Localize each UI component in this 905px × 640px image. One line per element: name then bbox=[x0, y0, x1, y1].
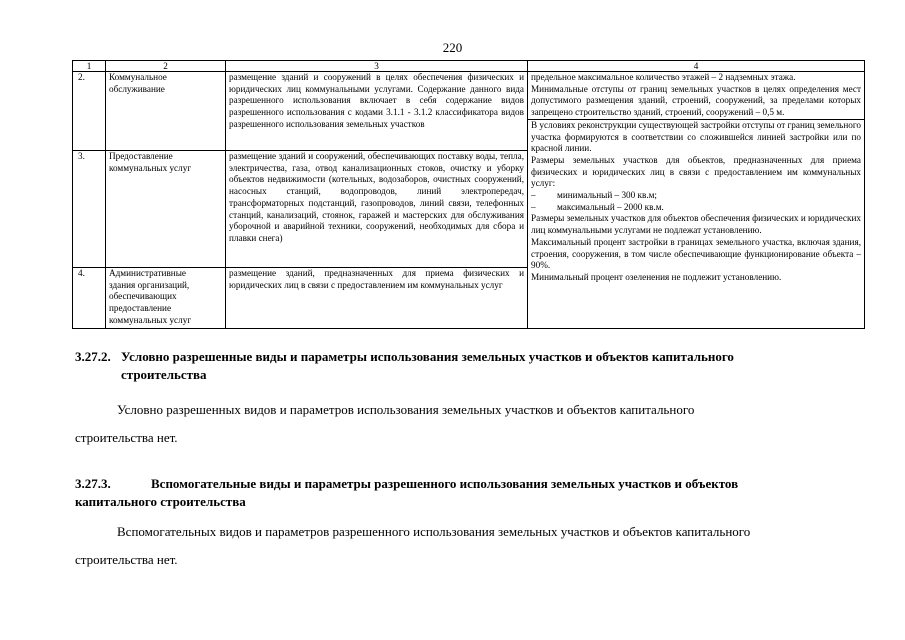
row-number: 3. bbox=[73, 151, 106, 268]
section-title-line-1: Вспомогательные виды и параметры разрешенного использования земельных участков и объектов bbox=[151, 476, 739, 491]
regulations-table bbox=[72, 60, 865, 329]
row-number: 2. bbox=[73, 72, 106, 151]
table-header-row bbox=[73, 61, 865, 72]
section-title-line-2: строительства bbox=[121, 367, 207, 382]
column-header-3: 3 bbox=[226, 61, 528, 72]
param-utility-plots: Размеры земельных участков для объектов обеспечения физических и юридических лиц коммунальными услугами не подлежат установлению. bbox=[531, 213, 861, 236]
param-min-size: – минимальный – 300 кв.м; bbox=[531, 190, 657, 201]
column-header-4: 4 bbox=[528, 61, 865, 72]
use-name: Коммунальное обслуживание bbox=[106, 72, 226, 151]
param-setbacks: Минимальные отступы от границ земельных участков в целях определения мест допустимого размещения зданий, строений, сооружений, за пределами которых запрещено строительство зданий, строений, сооружений – 0,5 м. bbox=[531, 83, 861, 118]
section-title-line-1: Условно разрешенные виды и параметры использования земельных участков и объектов капитального bbox=[121, 349, 734, 364]
section-paragraph-conditional: Условно разрешенных видов и параметров использования земельных участков и объектов капитального строительства нет. bbox=[75, 402, 695, 445]
section-number: 3.27.3. bbox=[75, 476, 111, 491]
column-header-2: 2 bbox=[106, 61, 226, 72]
table-row bbox=[73, 72, 865, 151]
param-min-greening: Минимальный процент озеленения не подлежит установлению. bbox=[531, 271, 782, 282]
section-heading-auxiliary bbox=[75, 475, 861, 511]
row-number: 4. bbox=[73, 268, 106, 329]
use-name: Административные здания организаций, обеспечивающих предоставление коммунальных услуг bbox=[106, 268, 226, 329]
page-number: 220 bbox=[442, 40, 463, 55]
param-reconstruction: В условиях реконструкции существующей застройки отступы от границ земельного участка формируются в соответствии со сложившейся линией застройки или по красной линии. bbox=[528, 119, 864, 155]
section-paragraph-auxiliary: Вспомогательных видов и параметров разрешенного использования земельных участков и объектов капитального строительства нет. bbox=[75, 524, 751, 567]
param-max-size: – максимальный – 2000 кв.м. bbox=[531, 201, 664, 212]
parameters-cell bbox=[528, 72, 865, 329]
section-title-line-2: капитального строительства bbox=[75, 494, 246, 509]
use-description: размещение зданий и сооружений в целях обеспечения физических и юридических лиц коммунальными услугами. Содержание данного вида разрешенного использования включает в себя содержание видов разрешенного использования с кодами 3.1.1 - 3.1.2 классификатора видов разрешенного использования земельных участков bbox=[226, 72, 528, 151]
param-max-coverage: Максимальный процент застройки в границах земельного участка, включая здания, строения, сооружения, в том числе обеспечивающие функционирование объекта – 90%. bbox=[531, 236, 861, 271]
section-number: 3.27.2. bbox=[75, 349, 111, 364]
param-plot-sizes: Размеры земельных участков для объектов, предназначенных для приема физических и юридических лиц в связи с предоставлением им коммунальных услуг: bbox=[531, 154, 861, 189]
param-floors: предельное максимальное количество этажей – 2 надземных этажа. bbox=[531, 72, 796, 82]
column-header-1: 1 bbox=[73, 61, 106, 72]
section-heading-conditional bbox=[75, 348, 861, 384]
use-description: размещение зданий и сооружений, обеспечивающих поставку воды, тепла, электричества, газа, отвод канализационных стоков, очистку и уборку объектов недвижимости (котельных, водозаборов, очистных сооружений, насосных станций, водопроводов, линий электропередач, трансформаторных подстанций, газопроводов, линий связи, телефонных станций, канализаций, стоянок, гаражей и мастерских для обслуживания уборочной и аварийной техники, сооружений, необходимых для сбора и плавки снега) bbox=[226, 151, 528, 268]
use-description: размещение зданий, предназначенных для приема физических и юридических лиц в связи с предоставлением им коммунальных услуг bbox=[226, 268, 528, 329]
use-name: Предоставление коммунальных услуг bbox=[106, 151, 226, 268]
